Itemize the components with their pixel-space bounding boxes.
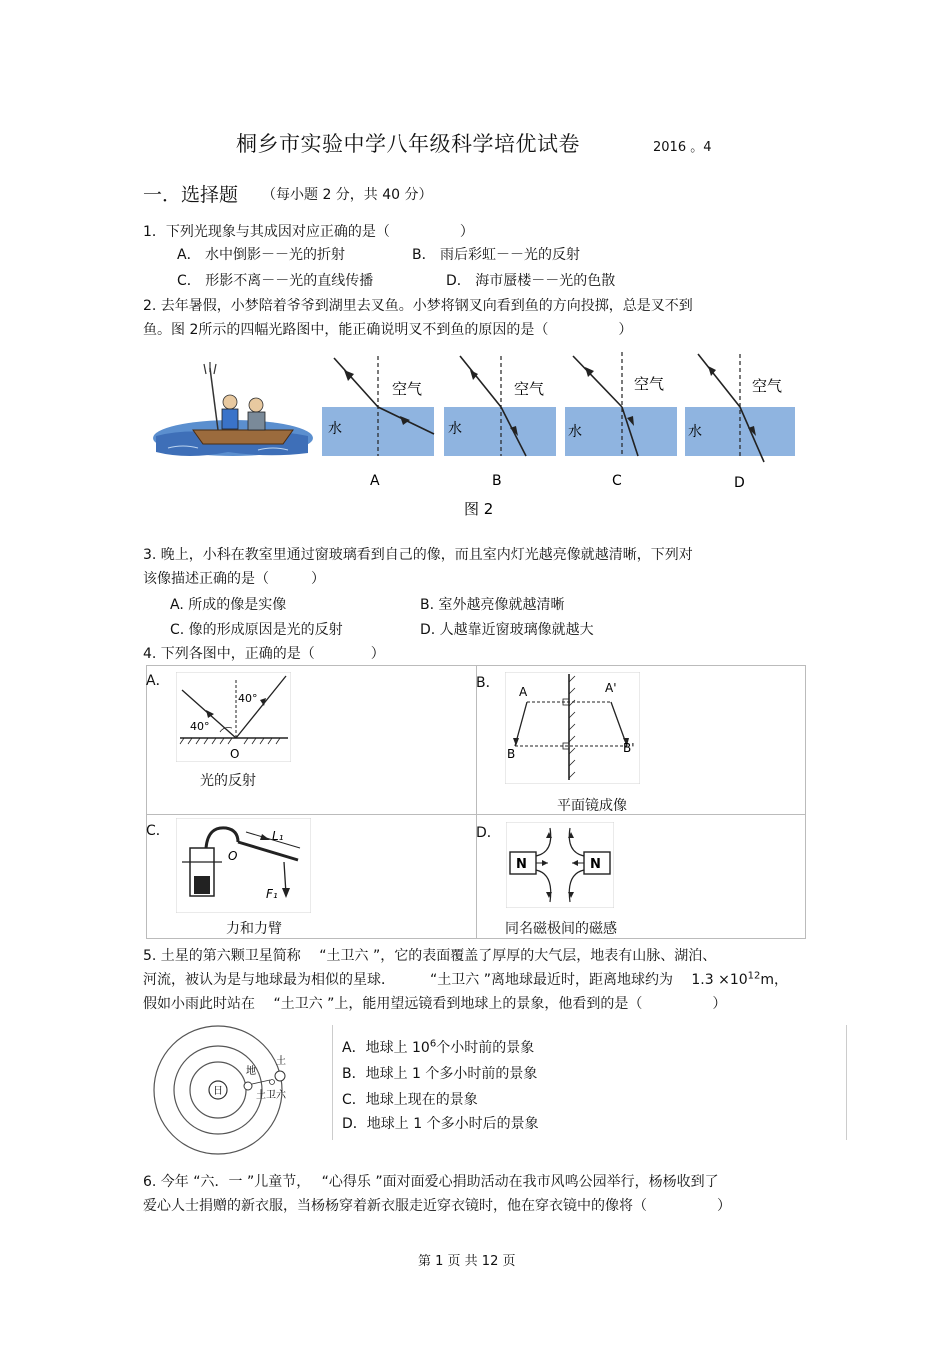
q1-stem: 1．下列光现象与其成因对应正确的是（ ） bbox=[143, 224, 474, 240]
label-c: C bbox=[612, 473, 622, 489]
q4-cell-c-letter: C． bbox=[146, 823, 170, 839]
q3-option-c: C. 像的形成原因是光的反射 bbox=[170, 622, 343, 638]
q2-line1: 2. 去年暑假，小梦陪着爷爷到湖里去叉鱼。小梦将钢叉向看到鱼的方向投掷，总是叉不到 bbox=[143, 298, 693, 314]
q6-line1: 6. 今年 “六．一 ”儿童节， “心得乐 ”面对面爱心捐助活动在我市风鸣公园举行，杨杨收到了 bbox=[143, 1174, 719, 1190]
q3-line2: 该像描述正确的是（ ） bbox=[143, 571, 325, 587]
figure-caption: 图 2 bbox=[464, 500, 494, 518]
q5-option-c: C．地球上现在的景象 bbox=[342, 1092, 478, 1108]
point-a: A bbox=[519, 685, 528, 699]
q3-line1: 3. 晚上，小科在教室里通过窗玻璃看到自己的像，而且室内灯光越亮像就越清晰，下列对 bbox=[143, 547, 693, 563]
light-path-c bbox=[565, 352, 677, 456]
section-heading: 一．选择题 bbox=[143, 184, 239, 206]
page-title: 桐乡市实验中学八年级科学培优试卷 bbox=[236, 132, 580, 156]
point-a-prime: A' bbox=[605, 681, 617, 695]
q1-option-a: A． 水中倒影－－光的折射 bbox=[177, 247, 346, 263]
north-pole-left: N bbox=[516, 857, 527, 872]
q5-option-d: D．地球上 1 个多小时后的景象 bbox=[342, 1116, 539, 1132]
q5-option-a-text: A．地球上 10 bbox=[342, 1040, 430, 1056]
q5-line3: 假如小雨此时站在 “土卫六 ”上，能用望远镜看到地球上的景象，他看到的是（ ） bbox=[143, 996, 727, 1012]
q4-cell-a-caption: 光的反射 bbox=[200, 773, 256, 789]
water-label-c: 水 bbox=[568, 424, 582, 440]
lever-arm-label: L₁ bbox=[272, 829, 284, 843]
label-a: A bbox=[370, 473, 380, 489]
light-path-a bbox=[322, 356, 434, 456]
orbit-diagram bbox=[148, 1020, 333, 1160]
point-o: O bbox=[230, 747, 240, 761]
q4-stem: 4. 下列各图中，正确的是（ ） bbox=[143, 646, 385, 662]
label-b: B bbox=[492, 473, 502, 489]
q3-option-b: B. 室外越亮像就越清晰 bbox=[420, 597, 565, 613]
q5-option-a-tail: 个小时前的景象 bbox=[436, 1040, 535, 1056]
q5-option-a bbox=[342, 1037, 534, 1057]
lever-diagram bbox=[176, 818, 311, 913]
earth-label: 地 bbox=[246, 1066, 256, 1077]
q3-option-d: D. 人越靠近窗玻璃像就越大 bbox=[420, 622, 594, 638]
q5-exponent: 12 bbox=[747, 970, 761, 982]
water-label-d: 水 bbox=[688, 424, 702, 440]
q1-option-b: B． 雨后彩虹－－光的反射 bbox=[412, 247, 581, 263]
force-label: F₁ bbox=[266, 887, 278, 901]
q1-option-c: C． 形影不离－－光的直线传播 bbox=[177, 273, 374, 289]
light-path-b bbox=[444, 356, 556, 456]
sun-label: 日 bbox=[213, 1086, 223, 1097]
angle-label-top: 40° bbox=[238, 692, 258, 705]
section-note: （每小题 2 分，共 40 分） bbox=[262, 187, 433, 203]
q2-line2: 鱼。图 2所示的四幅光路图中，能正确说明叉不到鱼的原因的是（ ） bbox=[143, 322, 633, 338]
exam-date: 2016 。4 bbox=[653, 140, 712, 155]
q4-cell-b-letter: B． bbox=[476, 675, 500, 691]
light-path-d bbox=[685, 354, 795, 462]
q5-line2-text: 河流，被认为是与地球最为相似的星球． “土卫六 ”离地球最近时，距离地球约为 1.3 ×10 bbox=[143, 972, 748, 988]
q6-line2: 爱心人士捐赠的新衣服，当杨杨穿着新衣服走近穿衣镜时，他在穿衣镜中的像将（ ） bbox=[143, 1198, 731, 1214]
q5-option-a-exponent: 6 bbox=[429, 1038, 437, 1050]
point-b-prime: B' bbox=[623, 741, 635, 755]
page-number: 第 1 页 共 12 页 bbox=[418, 1254, 516, 1269]
figure-2 bbox=[148, 348, 808, 528]
water-label-a: 水 bbox=[328, 421, 342, 437]
titan-label: 土卫六 bbox=[256, 1090, 286, 1101]
q4-cell-b-caption: 平面镜成像 bbox=[557, 798, 627, 814]
pivot-o: O bbox=[228, 849, 238, 863]
north-pole-right: N bbox=[590, 857, 601, 872]
air-label-c: 空气 bbox=[634, 375, 665, 393]
q4-cell-c-caption: 力和力臂 bbox=[226, 921, 282, 937]
q5-line2 bbox=[143, 969, 788, 989]
reflection-diagram bbox=[176, 672, 291, 762]
angle-label-left: 40° bbox=[190, 720, 210, 733]
mirror-image-diagram bbox=[505, 672, 640, 784]
q4-cell-d-caption: 同名磁极间的磁感 bbox=[505, 921, 617, 937]
q5-option-b: B．地球上 1 个多小时前的景象 bbox=[342, 1066, 538, 1082]
q5-line1: 5. 土星的第六颗卫星简称 “土卫六 ”，它的表面覆盖了厚厚的大气层，地表有山脉、湖泊、 bbox=[143, 948, 717, 964]
air-label-b: 空气 bbox=[514, 380, 545, 398]
q1-option-d: D． 海市蜃楼－－光的色散 bbox=[446, 273, 616, 289]
magnet-field-diagram bbox=[506, 822, 614, 908]
label-d: D bbox=[734, 475, 745, 491]
q3-option-a: A. 所成的像是实像 bbox=[170, 597, 287, 613]
q4-cell-a-letter: A． bbox=[146, 673, 170, 689]
q4-cell-d-letter: D． bbox=[476, 825, 501, 841]
point-b: B bbox=[507, 747, 516, 761]
saturn-label: 土 bbox=[276, 1056, 286, 1067]
air-label-d: 空气 bbox=[752, 377, 783, 395]
fishing-boat-illustration bbox=[153, 362, 313, 456]
water-label-b: 水 bbox=[448, 421, 462, 437]
q5-unit: m， bbox=[760, 972, 789, 988]
air-label-a: 空气 bbox=[392, 380, 423, 398]
